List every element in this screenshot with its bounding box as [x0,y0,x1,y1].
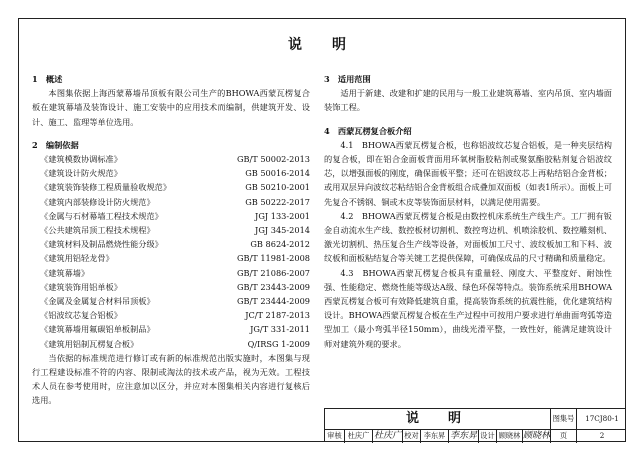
check-signature: 李东昇 [449,431,477,441]
section-product-heading: 4 西蒙瓦楞复合板介绍 [324,125,412,136]
standard-item: 《公共建筑吊顶工程技术规程》 JGJ 345-2014 [40,225,310,236]
page-number: 2 [599,431,605,440]
section-product-4-1: 4.1 BHOWA西蒙瓦楞复合板，也称铝波纹芯复合铝板，是一种夹层结构的复合板，即在铝合金面板背面用环氧树脂胶粘剂或聚氨酯胶粘剂复合铝波纹芯，以增强面板的刚度，确保面板平整；还可在铝波纹芯上再粘结铝合金背板；或用双层异向波纹芯粘结铝合金背板组合成叠加双面板（如表1所示）。面板上可先复合不锈钢、铜或木皮等装饰面层材料，以满足使用需要。 [324,139,612,207]
title-block [324,408,626,442]
standard-item: 《建筑幕墙用氟碳铝单板制品》 JG/T 331-2011 [40,324,310,335]
section-overview-body: 本图集依据上海西蒙幕墙吊顶板有限公司生产的BHOWA西蒙瓦楞复合板在建筑幕墙及装饰设计、施工安装中的应用技术而编制，供建筑开发、设计、施工、监理等单位选用。 [32,88,310,127]
standard-item: 《建筑幕墙》 GB/T 21086-2007 [40,267,310,278]
standard-item: 《金属及金属复合材料吊顶板》 GB/T 23444-2009 [40,296,310,307]
standard-item: 《建筑材料及制品燃烧性能分级》 GB 8624-2012 [40,239,310,250]
standard-item: 《建筑设计防火规范》 GB 50016-2014 [40,168,310,179]
standard-item: 《建筑模数协调标准》 GB/T 50002-2013 [40,154,310,165]
standard-item: 《建筑装饰装修工程质量验收规范》 GB 50210-2001 [40,182,310,193]
review-signature: 杜庆广 [373,431,401,441]
review-label: 审核 [325,429,345,443]
section-basis-heading: 2 编制依据 [32,139,79,150]
title-block-name: 说 明 [325,409,551,429]
standard-item: 《铝波纹芯复合铝板》 JC/T 2187-2013 [40,310,310,321]
section-overview-heading: 1 概述 [32,74,63,84]
standard-item: 《建筑用铝轻龙骨》 GB/T 11981-2008 [40,253,310,264]
section-scope-body: 适用于新建、改建和扩建的民用与一般工业建筑幕墙、室内吊顶、室内墙面装饰工程。 [324,88,612,113]
design-signature: 顾晓林 [523,431,551,441]
section-basis-note: 当依据的标准规范进行修订或有新的标准规范出版实施时，本图集与现行工程建设标准不符的内容、限制或淘汰的技术或产品，视为无效。工程技术人员在参考使用时，应注意加以区分，并应对本图集相关内容进行复核后选用。 [32,352,310,406]
design-label: 设计 [479,429,497,443]
standard-item: 《建筑内部装修设计防火规范》 GB 50222-2017 [40,196,310,207]
design-name: 顾晓林 [497,429,523,443]
page-label: 页 [551,429,577,443]
left-column [32,70,310,408]
page-title: 说 明 [288,37,354,53]
review-name: 杜庆广 [345,429,373,443]
right-column [324,70,612,351]
section-scope-heading: 3 适用范围 [324,74,371,84]
atlas-number-label: 图集号 [551,409,577,429]
atlas-number: 17CJ80-1 [585,414,619,423]
check-name: 李东昇 [421,429,449,443]
standard-item: 《建筑用铝制瓦楞复合板》 Q/IRSG 1-2009 [40,338,310,349]
section-product-4-2: 4.2 BHOWA西蒙瓦楞复合板是由数控机床系统生产线生产。工厂拥有钣金自动流水生产线、数控板材切割机、数控弯边机、机喷涂胶机、数控雕刻机、激光切割机、热压复合生产线等设备，对面板加工尺寸、波纹板加工和下料、波纹板和面板粘结复合等关键工艺提供保障，可确保成品的尺寸精确和质量稳定。 [324,210,612,264]
section-product-4-3: 4.3 BHOWA西蒙瓦楞复合板具有重量轻、刚度大、平整度好、耐蚀性强、性能稳定、燃烧性能等级达A级、绿色环保等特点。装饰系统采用BHOWA西蒙瓦楞复合板可有效降低建筑自重，提高装饰系统的抗震性能，优化建筑结构设计。BHOWA西蒙瓦楞复合板在生产过程中可按用户要求进行单曲面弯弧等造型加工（最小弯弧半径150mm），曲线光滑平整，一致性好，能满足建筑设计师对建筑外观的要求。 [324,267,612,349]
standards-list [32,152,310,351]
standard-item: 《金属与石材幕墙工程技术规范》 JGJ 133-2001 [40,210,310,221]
standard-item: 《建筑装饰用铝单板》 GB/T 23443-2009 [40,281,310,292]
check-label: 校对 [403,429,421,443]
